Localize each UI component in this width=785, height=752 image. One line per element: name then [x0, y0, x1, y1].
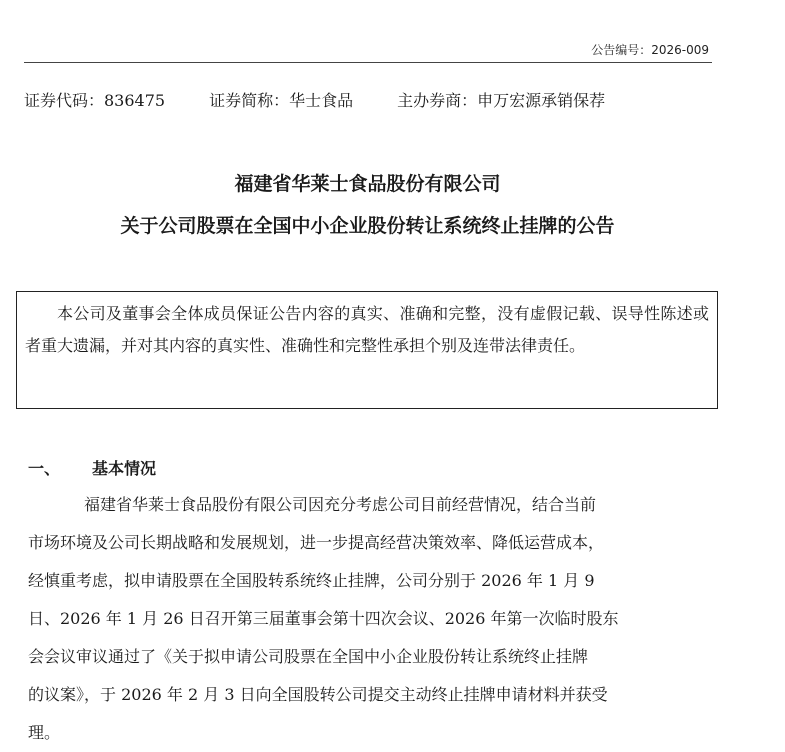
securities-info-row [24, 89, 605, 113]
body-line: 会会议审议通过了《关于拟申请公司股票在全国中小企业股份转让系统终止挂牌 [28, 647, 589, 666]
body-line: 理。 [28, 723, 61, 742]
section-heading [28, 456, 156, 479]
company-title: 福建省华莱士食品股份有限公司 [234, 173, 501, 195]
section-body [28, 486, 720, 752]
announcement-number: 公告编号：2026-009 [591, 43, 709, 57]
body-line: 市场环境及公司长期战略和发展规划，进一步提高经营决策效率、降低运营成本， [28, 533, 605, 552]
header-rule [24, 62, 712, 63]
body-line: 经慎重考虑，拟申请股票在全国股转系统终止挂牌，公司分别于 2026 年 1 月 9 [28, 571, 595, 590]
section-number: 一、 [28, 459, 61, 478]
body-line: 的议案》，于 2026 年 2 月 3 日向全国股转公司提交主动终止挂牌申请材料并获受 [28, 685, 608, 704]
body-line: 福建省华莱士食品股份有限公司因充分考虑公司目前经营情况，结合当前 [84, 495, 597, 514]
body-line: 日、2026 年 1 月 26 日召开第三届董事会第十四次会议、2026 年第一次临时股东 [28, 609, 619, 628]
securities-abbreviation: 证券简称：华士食品 [209, 91, 354, 110]
disclaimer-box: 本公司及董事会全体成员保证公告内容的真实、准确和完整，没有虚假记载、误导性陈述或者重大遗漏，并对其内容的真实性、准确性和完整性承担个别及连带法律责任。 [16, 291, 718, 409]
sponsor-broker: 主办券商：申万宏源承销保荐 [397, 91, 606, 110]
securities-code: 证券代码：836475 [24, 91, 166, 110]
section-title: 基本情况 [92, 459, 157, 478]
announcement-title: 关于公司股票在全国中小企业股份转让系统终止挂牌的公告 [120, 215, 615, 237]
